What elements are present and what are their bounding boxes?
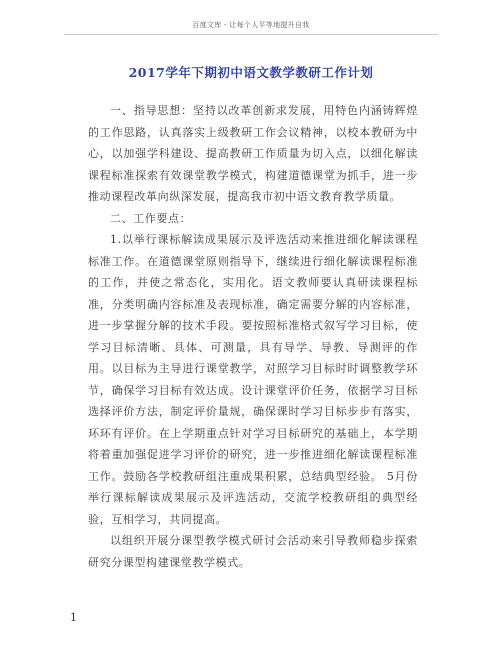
paragraph-guiding-thought: 一、指导思想：坚持以改革创新求发展，用特色内涵铸辉煌的工作思路，认真落实上级教研工作会议精神，以校本教研为中心，以加强学科建设、提高教研工作质量为切入点，以细化解读课程标准探索有效课堂教学模式，构建道德课堂为抓手，进一步推动课程改革向纵深发展，提高我市初中语文教育教学质量。 <box>88 104 418 203</box>
paragraph-work-points-heading: 二、工作要点： <box>110 211 192 225</box>
document-body <box>88 100 418 573</box>
header-text: 百度文库 - 让每个人平等地提升自我 <box>192 21 310 29</box>
document-title: 2017学年下期初中语文教学教研工作计划 <box>128 65 374 80</box>
page-header <box>64 4 438 38</box>
header-divider <box>64 34 438 35</box>
page-number: 1 <box>70 611 77 624</box>
paragraph-curriculum-standard: 1.以举行课标解读成果展示及评选活动来推进细化解读课程标准工作。在道德课堂原则指导下，继续进行细化解读课程标准的工作，并使之常态化，实用化。语文教师要认真研读课程标准，分类明确内容标准及表现标准，确定需要分解的内容标准，进一步掌握分解的技术手段。要按照标准格式叙写学习目标，使学习目标清晰、具体、可测量，具有导学、导教、导测评的作用。以目标为主导进行课堂教学，对照学习目标时时调整教学环节，确保学习目标有效达成。设计课堂评价任务，依据学习目标选择评价方法，制定评价量规，确保课时学习目标步步有落实，环环有评价。在上学期重点针对学习目标研究的基础上，本学期将着重加强促进学习评价的研究，进一步推进细化解读课程标准工作。鼓励各学校教研组注重成果积累，总结典型经验。 5月份举行课标解读成果展示及评选活动，交流学校教研组的典型经验，互相学习，共同提高。 <box>88 233 418 526</box>
paragraph-teaching-model: 以组织开展分课型教学模式研讨会活动来引导教师稳步探索研究分课型构建课堂教学模式。 <box>88 534 418 569</box>
